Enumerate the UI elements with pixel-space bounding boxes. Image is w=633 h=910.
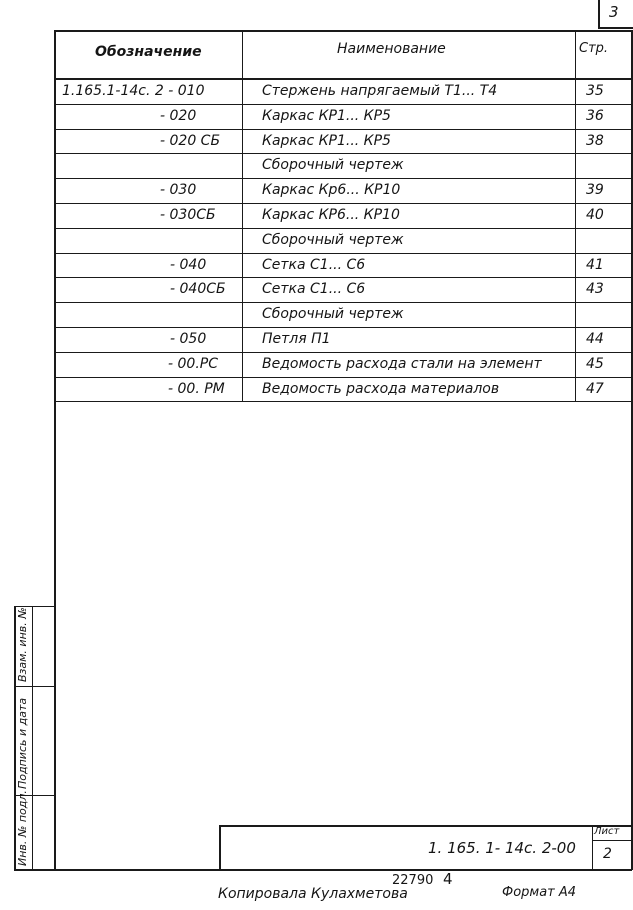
row-8-designation: - 040 [170, 256, 207, 273]
row-12-designation: - 00.РС [168, 355, 218, 372]
side-stamp-podpis-data: Подпись и дата [16, 697, 29, 789]
table-header-rule [54, 78, 632, 80]
row-12-rule [54, 377, 632, 378]
row-9-designation: - 040СБ [170, 281, 226, 298]
col-sep-2 [575, 30, 576, 402]
row-8-name: Сетка С1... С6 [262, 256, 366, 273]
frame-bottom [14, 869, 632, 871]
row-11-designation: - 050 [170, 331, 207, 347]
page-box-bottom [598, 27, 633, 29]
row-5-name: Каркас Кр6... КР10 [262, 182, 401, 199]
row-6-name: Каркас КР6... КР10 [262, 207, 400, 223]
row-3-rule [54, 153, 632, 154]
row-2-name: Каркас КР1... КР5 [262, 107, 391, 124]
title-block-sheet-sep [592, 825, 593, 870]
row-1-name: Стержень напрягаемый Т1... Т4 [262, 83, 498, 99]
page-number: 3 [609, 3, 619, 21]
row-6-page: 40 [586, 207, 604, 223]
header-name: Наименование [337, 41, 446, 57]
title-block-top [219, 825, 632, 827]
document-code: 1. 165. 1- 14с. 2-00 [428, 839, 576, 857]
row-11-name: Петля П1 [262, 331, 331, 347]
row-7-rule [54, 253, 632, 254]
row-2-designation: - 020 [160, 107, 197, 124]
col-sep-1 [242, 30, 243, 402]
row-9-rule [54, 302, 632, 303]
row-3-designation: - 020 СБ [160, 132, 221, 149]
row-5-rule [54, 203, 632, 204]
side-stamp-vzam-inv: Взам. инв. № [16, 607, 29, 682]
row-1-page: 35 [586, 83, 604, 99]
row-4-rule [54, 178, 632, 179]
row-4-name: Сборочный чертеж [262, 157, 404, 174]
title-block-left [219, 825, 221, 870]
order-suffix: 4 [443, 870, 453, 888]
row-13-designation: - 00. РМ [168, 380, 225, 397]
row-3-page: 38 [586, 132, 604, 149]
row-5-page: 39 [586, 182, 604, 199]
row-2-page: 36 [586, 107, 604, 124]
row-13-page: 47 [586, 380, 604, 397]
sheet-label: Лист [594, 826, 620, 837]
row-10-name: Сборочный чертеж [262, 306, 404, 323]
copied-by: Копировала Кулахметова [218, 886, 408, 902]
row-7-name: Сборочный чертеж [262, 231, 404, 248]
order-number: 22790 [392, 873, 434, 888]
title-block-sheet-rule [592, 840, 632, 841]
row-1-rule [54, 104, 632, 105]
sheet-number: 2 [603, 846, 612, 862]
row-2-rule [54, 129, 632, 130]
row-11-rule [54, 352, 632, 353]
row-6-designation: - 030СБ [160, 207, 216, 223]
header-designation: Обозначение [95, 44, 202, 60]
frame-top [54, 30, 632, 32]
side-stamp-inv-podl: Инв. № подл. [16, 790, 29, 866]
page-box-left [598, 0, 600, 28]
row-3-name: Каркас КР1... КР5 [262, 132, 391, 149]
row-8-page: 41 [586, 256, 604, 273]
row-6-rule [54, 228, 632, 229]
row-12-name: Ведомость расхода стали на элемент [262, 355, 542, 372]
row-12-page: 45 [586, 355, 604, 372]
header-page: Стр. [579, 41, 609, 56]
frame-left [54, 30, 56, 870]
row-9-page: 43 [586, 281, 604, 298]
row-5-designation: - 030 [160, 182, 197, 199]
row-8-rule [54, 277, 632, 278]
row-13-rule [54, 401, 632, 402]
side-stamp-inner [32, 606, 33, 870]
row-9-name: Сетка С1... С6 [262, 281, 366, 298]
row-13-name: Ведомость расхода материалов [262, 380, 500, 397]
row-1-designation: 1.165.1-14с. 2 - 010 [62, 83, 205, 99]
row-10-rule [54, 327, 632, 328]
side-stamp-sep-1 [14, 686, 55, 687]
frame-right [631, 30, 633, 870]
row-11-page: 44 [586, 331, 604, 347]
page-format: Формат А4 [502, 885, 577, 900]
